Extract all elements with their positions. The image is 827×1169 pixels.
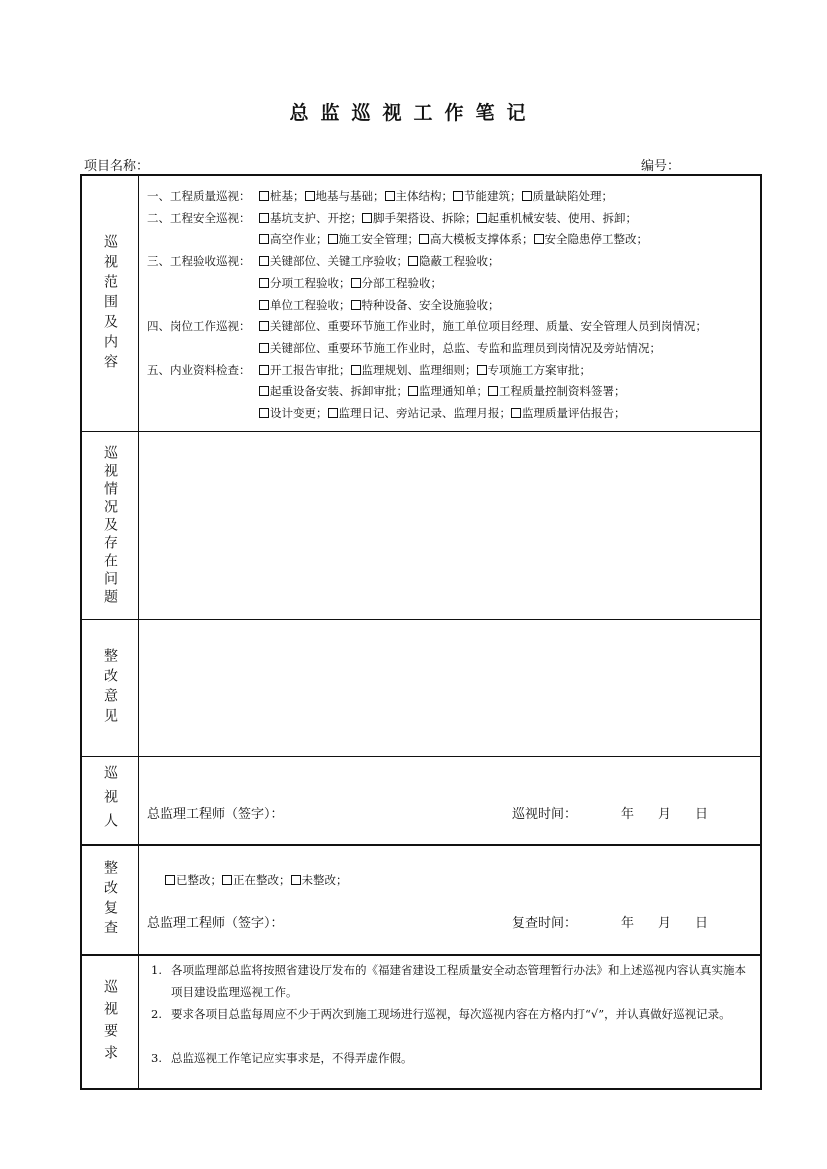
inspector-label: 巡视人 bbox=[102, 764, 118, 837]
checkbox-icon[interactable] bbox=[259, 408, 269, 418]
checkbox-icon[interactable] bbox=[259, 256, 269, 266]
inspector-label-cell bbox=[82, 757, 139, 844]
requirement-item: 3. 总监巡视工作笔记应实事求是，不得弄虚作假。 bbox=[151, 1051, 413, 1065]
scope-content bbox=[139, 176, 760, 431]
scope-checkbox-item[interactable]: 监理质量评估报告； bbox=[511, 406, 626, 420]
scope-checkbox-item[interactable]: 设计变更； bbox=[259, 406, 328, 420]
scope-checkbox-item[interactable]: 隐蔽工程验收； bbox=[408, 254, 500, 268]
scope-line bbox=[147, 362, 591, 378]
checkbox-icon[interactable] bbox=[328, 408, 338, 418]
option-not-rectified[interactable]: 未整改； bbox=[291, 873, 348, 887]
scope-checkbox-item[interactable]: 开工报告审批； bbox=[259, 363, 351, 377]
checkbox-icon[interactable] bbox=[259, 321, 269, 331]
scope-checkbox-item[interactable]: 高大模板支撑体系； bbox=[419, 232, 534, 246]
option-rectifying[interactable]: 正在整改； bbox=[222, 873, 291, 887]
scope-label: 巡视范围及内容 bbox=[102, 233, 118, 374]
scope-line bbox=[259, 275, 442, 291]
scope-line bbox=[147, 318, 707, 334]
review-year-label: 年 bbox=[621, 916, 635, 931]
scope-line bbox=[259, 383, 626, 399]
scope-line bbox=[147, 210, 637, 226]
inspection-time-label: 巡视时间： bbox=[512, 807, 578, 822]
rectify-label-cell bbox=[82, 620, 139, 756]
checkbox-icon[interactable] bbox=[385, 191, 395, 201]
checkbox-icon[interactable] bbox=[351, 300, 361, 310]
situation-input-area[interactable] bbox=[139, 432, 760, 619]
scope-checkbox-item[interactable]: 质量缺陷处理； bbox=[522, 189, 614, 203]
checkbox-icon[interactable] bbox=[328, 234, 338, 244]
situation-label-cell bbox=[82, 432, 139, 619]
scope-line bbox=[147, 253, 500, 269]
checkbox-icon[interactable] bbox=[477, 213, 487, 223]
inspection-form bbox=[80, 174, 762, 1090]
scope-category-label: 五、内业资料检查： bbox=[147, 362, 251, 377]
scope-checkbox-item[interactable]: 安全隐患停工整改； bbox=[534, 232, 649, 246]
requirements-row bbox=[82, 954, 760, 1090]
scope-checkbox-item[interactable]: 监理通知单； bbox=[408, 384, 488, 398]
scope-checkbox-item[interactable]: 单位工程验收； bbox=[259, 298, 351, 312]
scope-category-label: 一、工程质量巡视： bbox=[147, 189, 251, 203]
scope-checkbox-item[interactable]: 脚手架搭设、拆除； bbox=[362, 211, 477, 225]
scope-checkbox-item[interactable]: 关键部位、关键工序验收； bbox=[259, 254, 408, 268]
checkbox-icon[interactable] bbox=[222, 875, 232, 885]
checkbox-icon[interactable] bbox=[259, 234, 269, 244]
checkbox-icon[interactable] bbox=[351, 365, 361, 375]
inspector-row bbox=[82, 756, 760, 844]
checkbox-icon[interactable] bbox=[259, 343, 269, 353]
checkbox-icon[interactable] bbox=[419, 234, 429, 244]
checkbox-icon[interactable] bbox=[453, 191, 463, 201]
scope-checkbox-item[interactable]: 关键部位、重要环节施工作业时，总监、专监和监理员到岗情况及旁站情况； bbox=[259, 341, 661, 355]
scope-checkbox-item[interactable]: 高空作业； bbox=[259, 232, 328, 246]
review-month-label: 月 bbox=[658, 916, 672, 931]
requirements-content bbox=[139, 956, 760, 1090]
checkbox-icon[interactable] bbox=[511, 408, 521, 418]
checkbox-icon[interactable] bbox=[488, 386, 498, 396]
inspection-month-label: 月 bbox=[658, 807, 672, 822]
scope-checkbox-item[interactable]: 特种设备、安全设施验收； bbox=[351, 298, 500, 312]
project-name-label: 项目名称： bbox=[84, 159, 150, 174]
situation-label: 巡视情况及存在问题 bbox=[102, 444, 118, 607]
review-row bbox=[82, 844, 760, 954]
option-rectified[interactable]: 已整改； bbox=[165, 873, 222, 887]
rectify-label: 整改意见 bbox=[102, 648, 118, 728]
checkbox-icon[interactable] bbox=[259, 213, 269, 223]
checkbox-icon[interactable] bbox=[291, 875, 301, 885]
scope-checkbox-item[interactable]: 关键部位、重要环节施工作业时，施工单位项目经理、质量、安全管理人员到岗情况； bbox=[259, 319, 707, 333]
scope-line bbox=[259, 405, 626, 421]
scope-checkbox-item[interactable]: 起重机械安装、使用、拆卸； bbox=[477, 211, 638, 225]
scope-category-label: 四、岗位工作巡视： bbox=[147, 319, 251, 334]
scope-checkbox-item[interactable]: 工程质量控制资料签署； bbox=[488, 384, 626, 398]
inspector-signer-label: 总监理工程师（签字）： bbox=[147, 807, 284, 822]
review-signer-label: 总监理工程师（签字）： bbox=[147, 916, 284, 931]
requirements-label-cell bbox=[82, 956, 139, 1090]
scope-category-label: 三、工程验收巡视： bbox=[147, 254, 251, 269]
review-options bbox=[165, 872, 348, 888]
situation-row bbox=[82, 431, 760, 619]
requirement-item: 2. 要求各项目总监每周应不少于两次到施工现场进行巡视，每次巡视内容在方格内打“√”，并认真做好巡视记录。 bbox=[151, 1007, 731, 1021]
scope-checkbox-item[interactable]: 分项工程验收； bbox=[259, 276, 351, 290]
scope-checkbox-item[interactable]: 主体结构； bbox=[385, 189, 454, 203]
checkbox-icon[interactable] bbox=[259, 365, 269, 375]
requirement-item: 1. 各项监理部总监将按照省建设厅发布的《福建省建设工程质量安全动态管理暂行办法》和上述巡视内容认真实施本项目建设监理巡视工作。 bbox=[151, 963, 746, 999]
scope-line bbox=[147, 188, 613, 204]
checkbox-icon[interactable] bbox=[477, 365, 487, 375]
scope-checkbox-item[interactable]: 专项施工方案审批； bbox=[477, 363, 592, 377]
rectify-row bbox=[82, 619, 760, 756]
requirements-label: 巡视要求 bbox=[102, 979, 118, 1067]
scope-checkbox-item[interactable]: 基坑支护、开挖； bbox=[259, 211, 362, 225]
scope-checkbox-item[interactable]: 起重设备安装、拆卸审批； bbox=[259, 384, 408, 398]
scope-checkbox-item[interactable]: 节能建筑； bbox=[453, 189, 522, 203]
scope-category-label: 二、工程安全巡视： bbox=[147, 210, 251, 225]
scope-line bbox=[259, 297, 500, 313]
checkbox-icon[interactable] bbox=[408, 386, 418, 396]
checkbox-icon[interactable] bbox=[259, 386, 269, 396]
review-content bbox=[139, 846, 760, 954]
checkbox-icon[interactable] bbox=[534, 234, 544, 244]
review-time-label: 复查时间： bbox=[512, 916, 578, 931]
number-label: 编号： bbox=[641, 159, 681, 174]
checkbox-icon[interactable] bbox=[408, 256, 418, 266]
review-label-cell bbox=[82, 846, 139, 954]
scope-checkbox-item[interactable]: 监理规划、监理细则； bbox=[351, 363, 477, 377]
inspection-year-label: 年 bbox=[621, 807, 635, 822]
inspection-day-label: 日 bbox=[695, 807, 709, 822]
checkbox-icon[interactable] bbox=[259, 278, 269, 288]
scope-row bbox=[82, 176, 760, 431]
rectify-input-area[interactable] bbox=[139, 620, 760, 756]
checkbox-icon[interactable] bbox=[259, 191, 269, 201]
scope-checkbox-item[interactable]: 监理日记、旁站记录、监理月报； bbox=[328, 406, 512, 420]
checkbox-icon[interactable] bbox=[351, 278, 361, 288]
checkbox-icon[interactable] bbox=[165, 875, 175, 885]
scope-checkbox-item[interactable]: 桩基； bbox=[259, 189, 305, 203]
checkbox-icon[interactable] bbox=[522, 191, 532, 201]
scope-line bbox=[259, 340, 661, 356]
scope-checkbox-item[interactable]: 施工安全管理； bbox=[328, 232, 420, 246]
checkbox-icon[interactable] bbox=[362, 213, 372, 223]
checkbox-icon[interactable] bbox=[305, 191, 315, 201]
checkbox-icon[interactable] bbox=[259, 300, 269, 310]
scope-line bbox=[259, 231, 648, 247]
scope-label-cell bbox=[82, 176, 139, 431]
review-day-label: 日 bbox=[695, 916, 709, 931]
inspector-content bbox=[139, 757, 760, 844]
scope-checkbox-item[interactable]: 地基与基础； bbox=[305, 189, 385, 203]
scope-checkbox-item[interactable]: 分部工程验收； bbox=[351, 276, 443, 290]
page-title: 总监巡视工作笔记 bbox=[289, 102, 538, 124]
review-label: 整改复查 bbox=[102, 860, 118, 940]
